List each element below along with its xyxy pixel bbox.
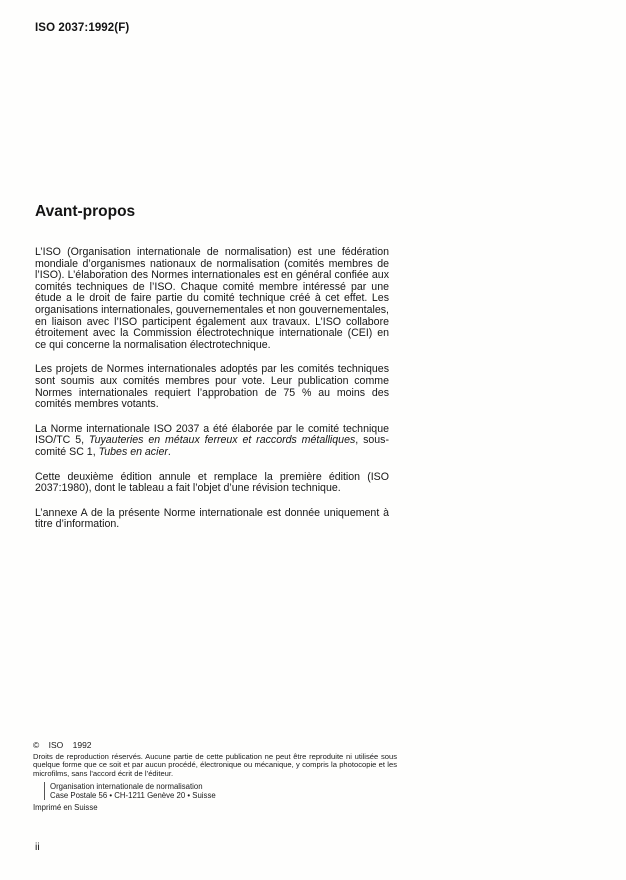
paragraph-5: L’annexe A de la présente Norme internationale est donnée uniquement à titre d’information. [35, 506, 389, 531]
text-segment: , sous-comité SC 1, [35, 434, 389, 458]
committee-name-italic: Tuyauteries en métaux ferreux et raccords métalliques [88, 434, 356, 447]
document-reference-header: ISO 2037:1992(F) [35, 22, 130, 34]
paragraph-3 [35, 424, 389, 459]
printed-in-notice: Imprimé en Suisse [33, 803, 98, 813]
copyright-footer [33, 740, 397, 812]
paragraph-2: Les projets de Normes internationales adoptés par les comités techniques sont soumis aux comités membres pour vote. Leur publication comme Normes internationales requiert l’approbation de 75 % au moins des comités membres votants. [35, 363, 389, 411]
copyright-notice: © ISO 1992 [33, 740, 92, 750]
section-title: Avant-propos [35, 203, 136, 220]
publisher-organization: Organisation internationale de normalisation [50, 782, 203, 792]
text-segment: . [167, 445, 171, 458]
rights-notice: Droits de reproduction réservés. Aucune partie de cette publication ne peut être reproduite ni utilisée sous quelque forme que ce soit et par aucun procédé, électronique ou mécanique, y compris la photocopie et les microfilms, sans l’accord écrit de l’éditeur. [33, 752, 397, 778]
publisher-address: Case Postale 56 • CH-1211 Genève 20 • Suisse [50, 791, 216, 801]
paragraph-1: L’ISO (Organisation internationale de normalisation) est une fédération mondiale d’organismes nationaux de normalisation (comités membres de l’ISO). L’élaboration des Normes internationales est en général confiée aux comités techniques de l’ISO. Chaque comité membre intéressé par une étude a le droit de faire partie du comité technique créé à cet effet. Les organisations internationales, gouvernementales et non gouvernementales, en liaison avec l’ISO participent également aux travaux. L’ISO collabore étroitement avec la Commission électrotechnique internationale (CEI) en ce qui concerne la normalisation électrotechnique. [35, 246, 389, 351]
paragraph-4: Cette deuxième édition annule et remplace la première édition (ISO 2037:1980), dont le tableau a fait l’objet d’une révision technique. [35, 470, 389, 495]
text-segment: La Norme internationale ISO 2037 a été élaborée par le comité technique ISO/TC 5, [35, 422, 389, 447]
body-content [35, 247, 389, 544]
page-number: ii [35, 841, 40, 853]
subcommittee-name-italic: Tubes en acier [98, 445, 168, 458]
publisher-block [44, 782, 397, 800]
